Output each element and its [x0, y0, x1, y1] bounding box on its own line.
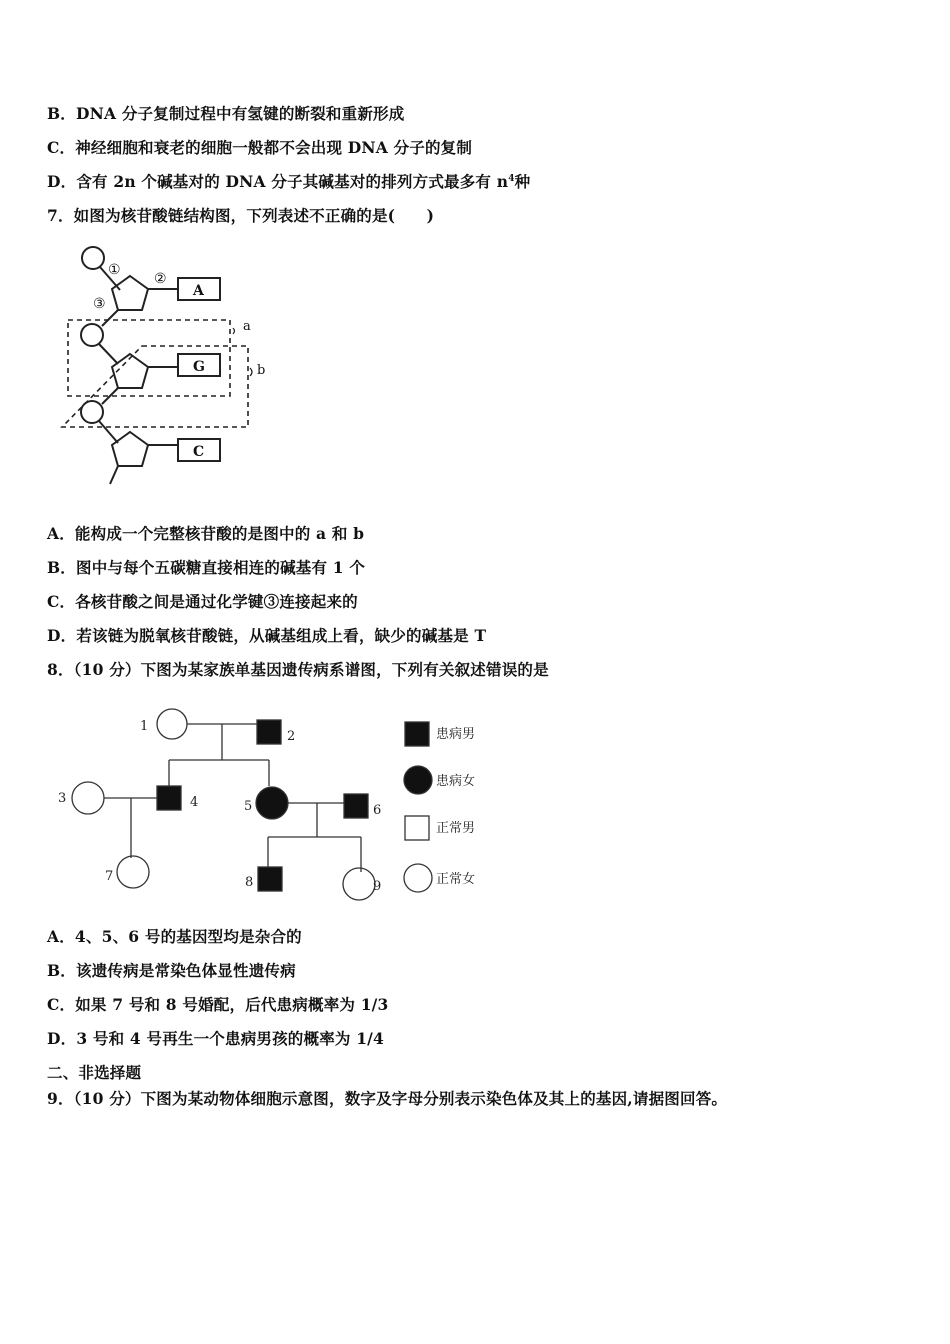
legend-affected-male-symbol — [405, 722, 429, 746]
box-label-a: a — [243, 319, 251, 334]
q8-option-d: D．3 号和 4 号再生一个患病男孩的概率为 1/4 — [47, 1029, 385, 1048]
phosphate-circle-3 — [81, 401, 103, 423]
individual-2 — [257, 720, 281, 744]
label-3: 3 — [58, 791, 67, 806]
label-7: 7 — [105, 869, 114, 884]
phosphate-circle-2 — [81, 324, 103, 346]
q6-option-c: C．神经细胞和衰老的细胞一般都不会出现 DNA 分子的复制 — [47, 138, 473, 157]
q6-option-d — [47, 170, 530, 192]
bond-label-1: ① — [108, 262, 121, 278]
individual-9 — [343, 868, 375, 900]
legend-affected-female: 患病女 — [436, 774, 476, 789]
q6-option-d-suffix: 种 — [514, 172, 531, 191]
q8-option-a: A．4、5、6 号的基因型均是杂合的 — [47, 927, 302, 946]
bond-label-3: ③ — [93, 296, 106, 312]
box-label-b: b — [257, 363, 266, 378]
individual-1 — [157, 709, 187, 739]
base-label-3: C — [193, 444, 205, 460]
individual-4 — [157, 786, 181, 810]
individual-8 — [258, 867, 282, 891]
label-4: 4 — [190, 795, 199, 810]
q8-option-c: C．如果 7 号和 8 号婚配，后代患病概率为 1/3 — [47, 995, 389, 1014]
legend-affected-female-symbol — [404, 766, 432, 794]
label-8: 8 — [245, 875, 254, 890]
q6-option-b: B．DNA 分子复制过程中有氢键的断裂和重新形成 — [47, 104, 405, 123]
q6-option-d-exponent: 4 — [508, 173, 515, 184]
individual-5 — [256, 787, 288, 819]
section-heading: 二、非选择题 — [47, 1063, 142, 1082]
legend-normal-male-symbol — [405, 816, 429, 840]
nucleotide-chain-figure — [50, 236, 280, 496]
q7-option-a: A．能构成一个完整核苷酸的是图中的 a 和 b — [47, 524, 365, 543]
pentose-1 — [112, 276, 148, 310]
individual-3 — [72, 782, 104, 814]
q7-option-d: D．若该链为脱氧核苷酸链，从碱基组成上看，缺少的碱基是 T — [47, 626, 487, 645]
bond-label-2: ② — [154, 271, 167, 287]
q7-option-b: B．图中与每个五碳糖直接相连的碱基有 1 个 — [47, 558, 366, 577]
q9-stem: 9．（10 分）下图为某动物体细胞示意图，数字及字母分别表示染色体及其上的基因,请据图回答。 — [47, 1089, 728, 1108]
pentose-3 — [112, 432, 148, 466]
label-6: 6 — [373, 803, 382, 818]
legend-affected-male: 患病男 — [436, 727, 476, 742]
legend-normal-female-symbol — [404, 864, 432, 892]
q8-stem: 8．（10 分）下图为某家族单基因遗传病系谱图，下列有关叙述错误的是 — [47, 660, 549, 679]
individual-7 — [117, 856, 149, 888]
label-2: 2 — [287, 729, 296, 744]
label-9: 9 — [373, 879, 382, 894]
label-1: 1 — [140, 719, 149, 734]
base-label-1: A — [193, 283, 204, 299]
legend-normal-female: 正常女 — [436, 872, 476, 887]
individual-6 — [344, 794, 368, 818]
label-5: 5 — [244, 799, 253, 814]
base-label-2: G — [193, 359, 205, 375]
phosphate-circle-1 — [82, 247, 104, 269]
pedigree-chart — [50, 700, 510, 910]
q6-option-d-text: D．含有 2n 个碱基对的 DNA 分子其碱基对的排列方式最多有 n — [47, 172, 509, 191]
q7-stem: 7．如图为核苷酸链结构图，下列表述不正确的是( ) — [47, 206, 435, 225]
q7-option-c: C．各核苷酸之间是通过化学键③连接起来的 — [47, 592, 358, 611]
q8-option-b: B．该遗传病是常染色体显性遗传病 — [47, 961, 296, 980]
legend-normal-male: 正常男 — [436, 821, 476, 836]
